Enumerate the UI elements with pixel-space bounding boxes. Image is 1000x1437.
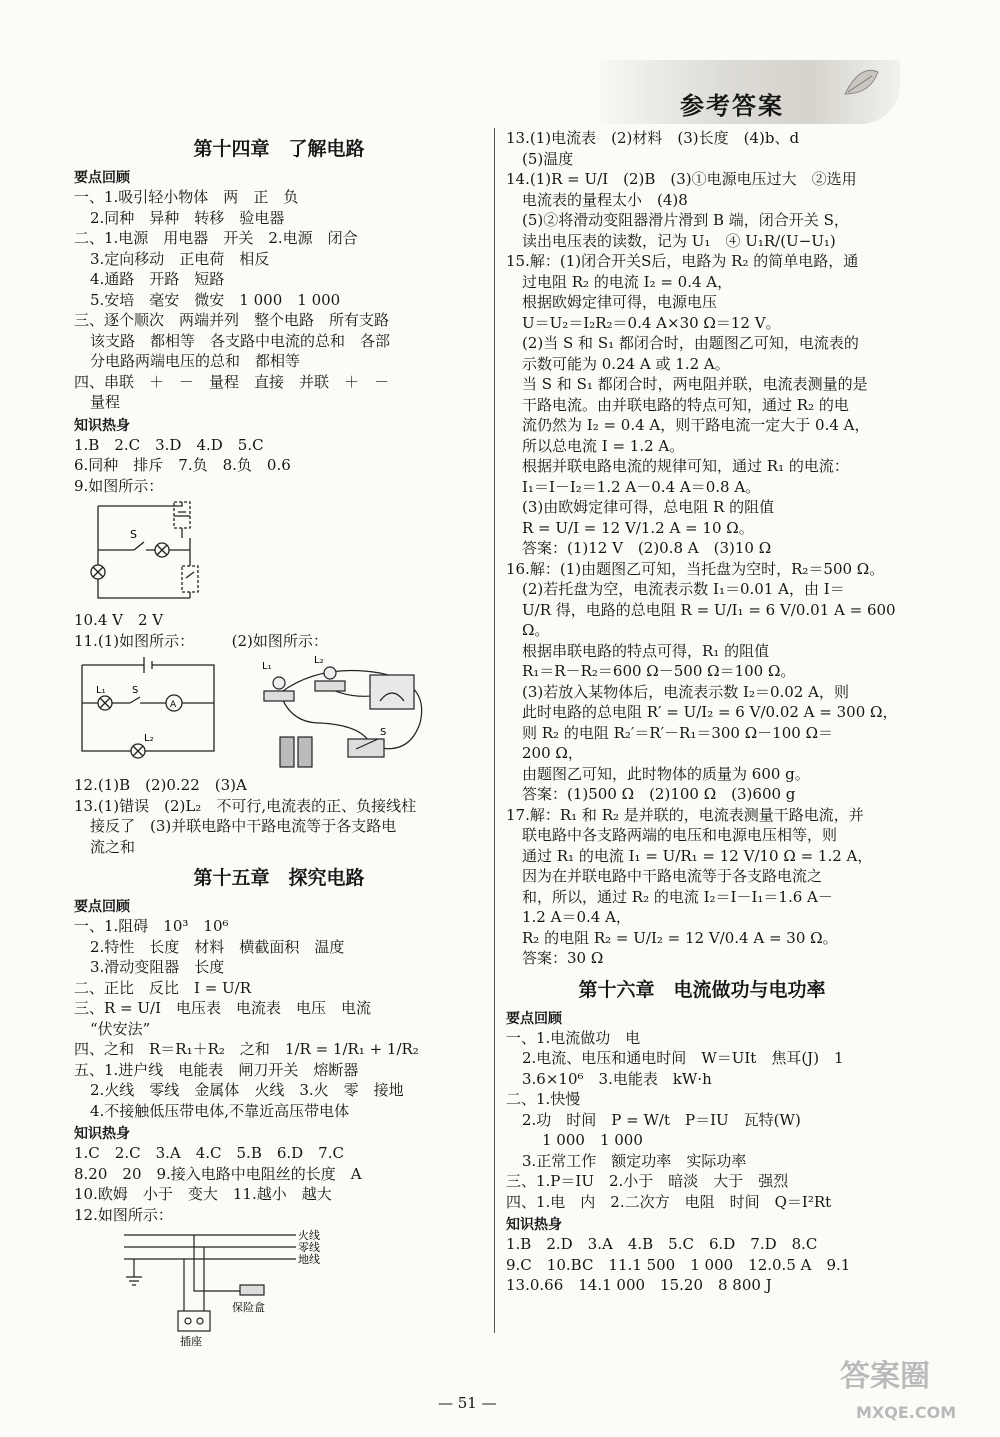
answer-line: (5)②将滑动变阻器滑片滑到 B 端，闭合开关 S， — [522, 211, 849, 229]
answer-line: 2.特性 长度 材料 横截面积 温度 — [90, 937, 345, 956]
answer-line: 分电路两端电压的总和 都相等 — [90, 352, 301, 370]
section-heading: 要点回顾 — [506, 1010, 562, 1027]
answer-line: 4.不接触低压带电体,不靠近高压带电体 — [90, 1101, 350, 1120]
answer-line: 9.如图所示： — [74, 476, 164, 495]
ground-wire-label: 地线 — [298, 1253, 320, 1266]
circuit-diagram-q9 — [74, 498, 254, 608]
answer-line: 14.(1)R = U/I (2)B (3)①电源电压过大 ②选用 — [506, 170, 857, 188]
socket-label: 插座 — [180, 1335, 202, 1348]
answer-line: 17.解：R₁ 和 R₂ 是并联的，电流表测量干路电流，并 — [506, 805, 864, 824]
page-number: — 51 — — [438, 1394, 497, 1412]
answer-line: 11.(1)如图所示： (2)如图所示： — [74, 631, 328, 650]
answer-line: U＝U₂＝I₂R₂＝0.4 A×30 Ω＝12 V。 — [522, 313, 781, 332]
answer-line: U/R 得，电路的总电阻 R = U/I₁ = 6 V/0.01 A = 600 Ω。 — [522, 600, 901, 639]
answer-line: 由题图乙可知，此时物体的质量为 600 g。 — [522, 764, 810, 783]
answer-line: 1.2 A＝0.4 A， — [522, 908, 631, 926]
answer-line: (3)若放入某物体后，电流表示数 I₂＝0.02 A，则 — [522, 682, 849, 701]
column-divider — [494, 128, 495, 1333]
leaf-decoration-icon — [840, 64, 880, 104]
answer-line: 联电路中各支路两端的电压和电源电压相等，则 — [522, 826, 838, 844]
fire-wire-label: 火线 — [298, 1229, 320, 1242]
answer-line: 2.火线 零线 金属体 火线 3.火 零 接地 — [90, 1081, 404, 1099]
answer-line: 5.安培 毫安 微安 1 000 1 000 — [90, 290, 341, 309]
answer-line: 则 R₂ 的电阻 R₂′＝R′－R₁＝300 Ω－100 Ω＝ — [522, 723, 834, 742]
answer-line: 根据欧姆定律可得，电源电压 — [522, 293, 718, 311]
answer-line: “伏安法” — [90, 1019, 151, 1038]
answer-line: R₁＝R－R₂＝600 Ω－500 Ω＝100 Ω。 — [522, 662, 796, 680]
answer-line: 三、逐个顺次 两端并列 整个电路 所有支路 — [74, 311, 390, 329]
wiring-diagram-q12 — [74, 1227, 324, 1348]
header-title: 参考答案 — [680, 92, 784, 120]
answer-line: 10.欧姆 小于 变大 11.越小 越大 — [74, 1185, 332, 1203]
answer-line: 读出电压表的读数，记为 U₁ ④ U₁R/(U−U₁) — [522, 231, 836, 250]
answer-line: 根据串联电路的特点可得，R₁ 的阻值 — [522, 641, 770, 660]
answer-line: 答案：30 Ω — [522, 949, 604, 967]
section-heading: 要点回顾 — [74, 899, 130, 915]
answer-line: 1.B 2.D 3.A 4.B 5.C 6.D 7.D 8.C — [506, 1235, 818, 1253]
switch-label: S — [130, 528, 137, 541]
answer-line: (2)当 S 和 S₁ 都闭合时，由题图乙可知，电流表的 — [522, 334, 859, 352]
answer-line: 12.如图所示： — [74, 1205, 173, 1224]
zero-wire-label: 零线 — [298, 1241, 320, 1254]
lamp-l1-label: L₁ — [96, 685, 106, 696]
answer-line: 9.C 10.BC 11.1 500 1 000 12.0.5 A 9.1 — [506, 1255, 851, 1274]
answer-line: 一、1.阻碍 10³ 10⁶ — [74, 917, 229, 935]
answer-line: 四、之和 R＝R₁＋R₂ 之和 1/R = 1/R₁ + 1/R₂ — [74, 1040, 419, 1058]
answer-line: 13.0.66 14.1 000 15.20 8 800 J — [506, 1276, 772, 1294]
watermark-sub-text: MXQE.COM — [856, 1403, 957, 1422]
answer-line: 4.通路 开路 短路 — [90, 270, 225, 288]
right-column — [506, 128, 901, 1296]
answer-line: 15.解：(1)闭合开关S后，电路为 R₂ 的简单电路，通 — [506, 252, 859, 270]
answer-line: 二、正比 反比 I = U/R — [74, 978, 252, 997]
answer-line: I₁＝I－I₂＝1.2 A－0.4 A＝0.8 A。 — [522, 477, 761, 496]
circuit-diagram-q11-1 — [74, 653, 224, 763]
answer-line: 过电阻 R₂ 的电流 I₂ = 0.4 A， — [522, 272, 733, 291]
answer-line: R = U/I = 12 V/1.2 A = 10 Ω。 — [522, 518, 754, 537]
answer-line: 二、1.电源 用电器 开关 2.电源 闭合 — [74, 229, 358, 247]
answer-line: 答案：(1)500 Ω (2)100 Ω (3)600 g — [522, 785, 796, 803]
answer-line: 3.6×10⁶ 3.电能表 kW·h — [522, 1069, 712, 1088]
answer-line: 答案：(1)12 V (2)0.8 A (3)10 Ω — [522, 539, 772, 557]
answer-line: 因为在并联电路中干路电流等于各支路电流之 — [522, 867, 823, 885]
lamp-l2-label: L₂ — [314, 655, 324, 666]
answer-line: (5)温度 — [522, 149, 574, 168]
answer-line: 该支路 都相等 各支路中电流的总和 各部 — [90, 331, 391, 350]
chapter-15-title: 第十五章 探究电路 — [193, 867, 365, 889]
answer-line: 四、串联 ＋ － 量程 直接 并联 ＋ － — [74, 372, 390, 391]
watermark-main-text: 答案圈 — [840, 1359, 930, 1394]
switch-label: S — [132, 685, 139, 696]
answer-line: 一、1.吸引轻小物体 两 正 负 — [74, 188, 299, 206]
chapter-16-title: 第十六章 电流做功与电功率 — [578, 978, 826, 1001]
answer-line: 电流表的量程太小 (4)8 — [522, 190, 688, 209]
answer-line: 1.C 2.C 3.A 4.C 5.B 6.D 7.C — [74, 1144, 344, 1162]
section-heading: 知识热身 — [506, 1217, 562, 1233]
answer-line: 3.定向移动 正电荷 相反 — [90, 249, 270, 268]
answer-line: 接反了 (3)并联电路中干路电流等于各支路电 — [90, 817, 397, 835]
answer-line: (2)若托盘为空，电流表示数 I₁＝0.01 A，由 I＝ — [522, 580, 845, 598]
lamp-l1-label: L₁ — [262, 661, 272, 672]
section-heading: 要点回顾 — [74, 170, 130, 186]
answer-line: 2.电流、电压和通电时间 W＝UIt 焦耳(J) 1 — [522, 1049, 844, 1067]
answer-line: 8.20 20 9.接入电路中电阻丝的长度 A — [74, 1164, 362, 1183]
section-heading: 知识热身 — [74, 1126, 130, 1142]
answer-line: 13.(1)电流表 (2)材料 (3)长度 (4)b、d — [506, 129, 800, 147]
answer-line: 3.滑动变阻器 长度 — [90, 958, 225, 976]
answer-line: 所以总电流 I = 1.2 A。 — [522, 436, 685, 455]
left-column — [74, 128, 484, 1348]
fuse-box-label: 保险盒 — [232, 1301, 265, 1314]
answer-line: 三、R = U/I 电压表 电流表 电压 电流 — [74, 999, 372, 1017]
switch-label: S — [380, 727, 387, 738]
answer-line: 量程 — [90, 393, 121, 411]
answer-line: 通过 R₁ 的电流 I₁ = U/R₁ = 12 V/10 Ω = 1.2 A， — [522, 846, 873, 865]
answer-line: 当 S 和 S₁ 都闭合时，两电阻并联，电流表测量的是 — [522, 375, 868, 393]
answer-line: 三、1.P＝IU 2.小于 暗淡 大于 强烈 — [506, 1172, 789, 1190]
answer-line: 二、1.快慢 — [506, 1090, 581, 1108]
answer-line: 根据并联电路电流的规律可知，通过 R₁ 的电流： — [522, 457, 849, 475]
answer-line: 3.正常工作 额定功率 实际功率 — [522, 1151, 747, 1170]
answer-line: 1.B 2.C 3.D 4.D 5.C — [74, 435, 264, 454]
watermark-logo — [836, 1348, 986, 1428]
answer-line: 16.解：(1)由题图乙可知，当托盘为空时，R₂＝500 Ω。 — [506, 559, 885, 578]
answer-line: 和，所以，通过 R₂ 的电流 I₂＝I－I₁＝1.6 A－ — [522, 887, 833, 906]
answer-line: (3)由欧姆定律可得，总电阻 R 的阻值 — [522, 498, 775, 516]
answer-line: 200 Ω， — [522, 744, 583, 762]
answer-line: 四、1.电 内 2.二次方 电阻 时间 Q＝I²Rt — [506, 1192, 832, 1211]
answer-line: 1 000 1 000 — [542, 1131, 643, 1149]
answer-line: 10.4 V 2 V — [74, 611, 164, 629]
answer-line: 示数可能为 0.24 A 或 1.2 A。 — [522, 354, 730, 373]
lamp-l2-label: L₂ — [144, 733, 154, 744]
answer-line: 13.(1)错误 (2)L₂ 不可行,电流表的正、负接线柱 — [74, 796, 417, 815]
answer-line: R₂ 的电阻 R₂ = U/I₂ = 12 V/0.4 A = 30 Ω。 — [522, 928, 838, 947]
q11-figures — [74, 651, 484, 775]
answer-line: 流之和 — [90, 837, 136, 856]
answer-line: 此时电路的总电阻 R′ = U/I₂ = 6 V/0.02 A = 300 Ω， — [522, 703, 898, 721]
ammeter-label: A — [170, 700, 177, 710]
answer-line: 一、1.电流做功 电 — [506, 1028, 641, 1047]
answer-line: 12.(1)B (2)0.22 (3)A — [74, 776, 247, 794]
circuit-photo-q11-2 — [260, 653, 440, 773]
answer-line: 6.同种 排斥 7.负 8.负 0.6 — [74, 456, 291, 474]
answer-line: 2.功 时间 P = W/t P＝IU 瓦特(W) — [522, 1110, 801, 1129]
chapter-14-title: 第十四章 了解电路 — [193, 138, 365, 160]
answer-line: 2.同种 异种 转移 验电器 — [90, 208, 285, 227]
answer-line: 干路电流。由并联电路的特点可知，通过 R₂ 的电 — [522, 395, 849, 414]
answer-line: 五、1.进户线 电能表 闸刀开关 熔断器 — [74, 1060, 359, 1079]
answer-line: 流仍然为 I₂ = 0.4 A，则干路电流一定大于 0.4 A， — [522, 416, 870, 434]
section-heading: 知识热身 — [74, 417, 130, 434]
